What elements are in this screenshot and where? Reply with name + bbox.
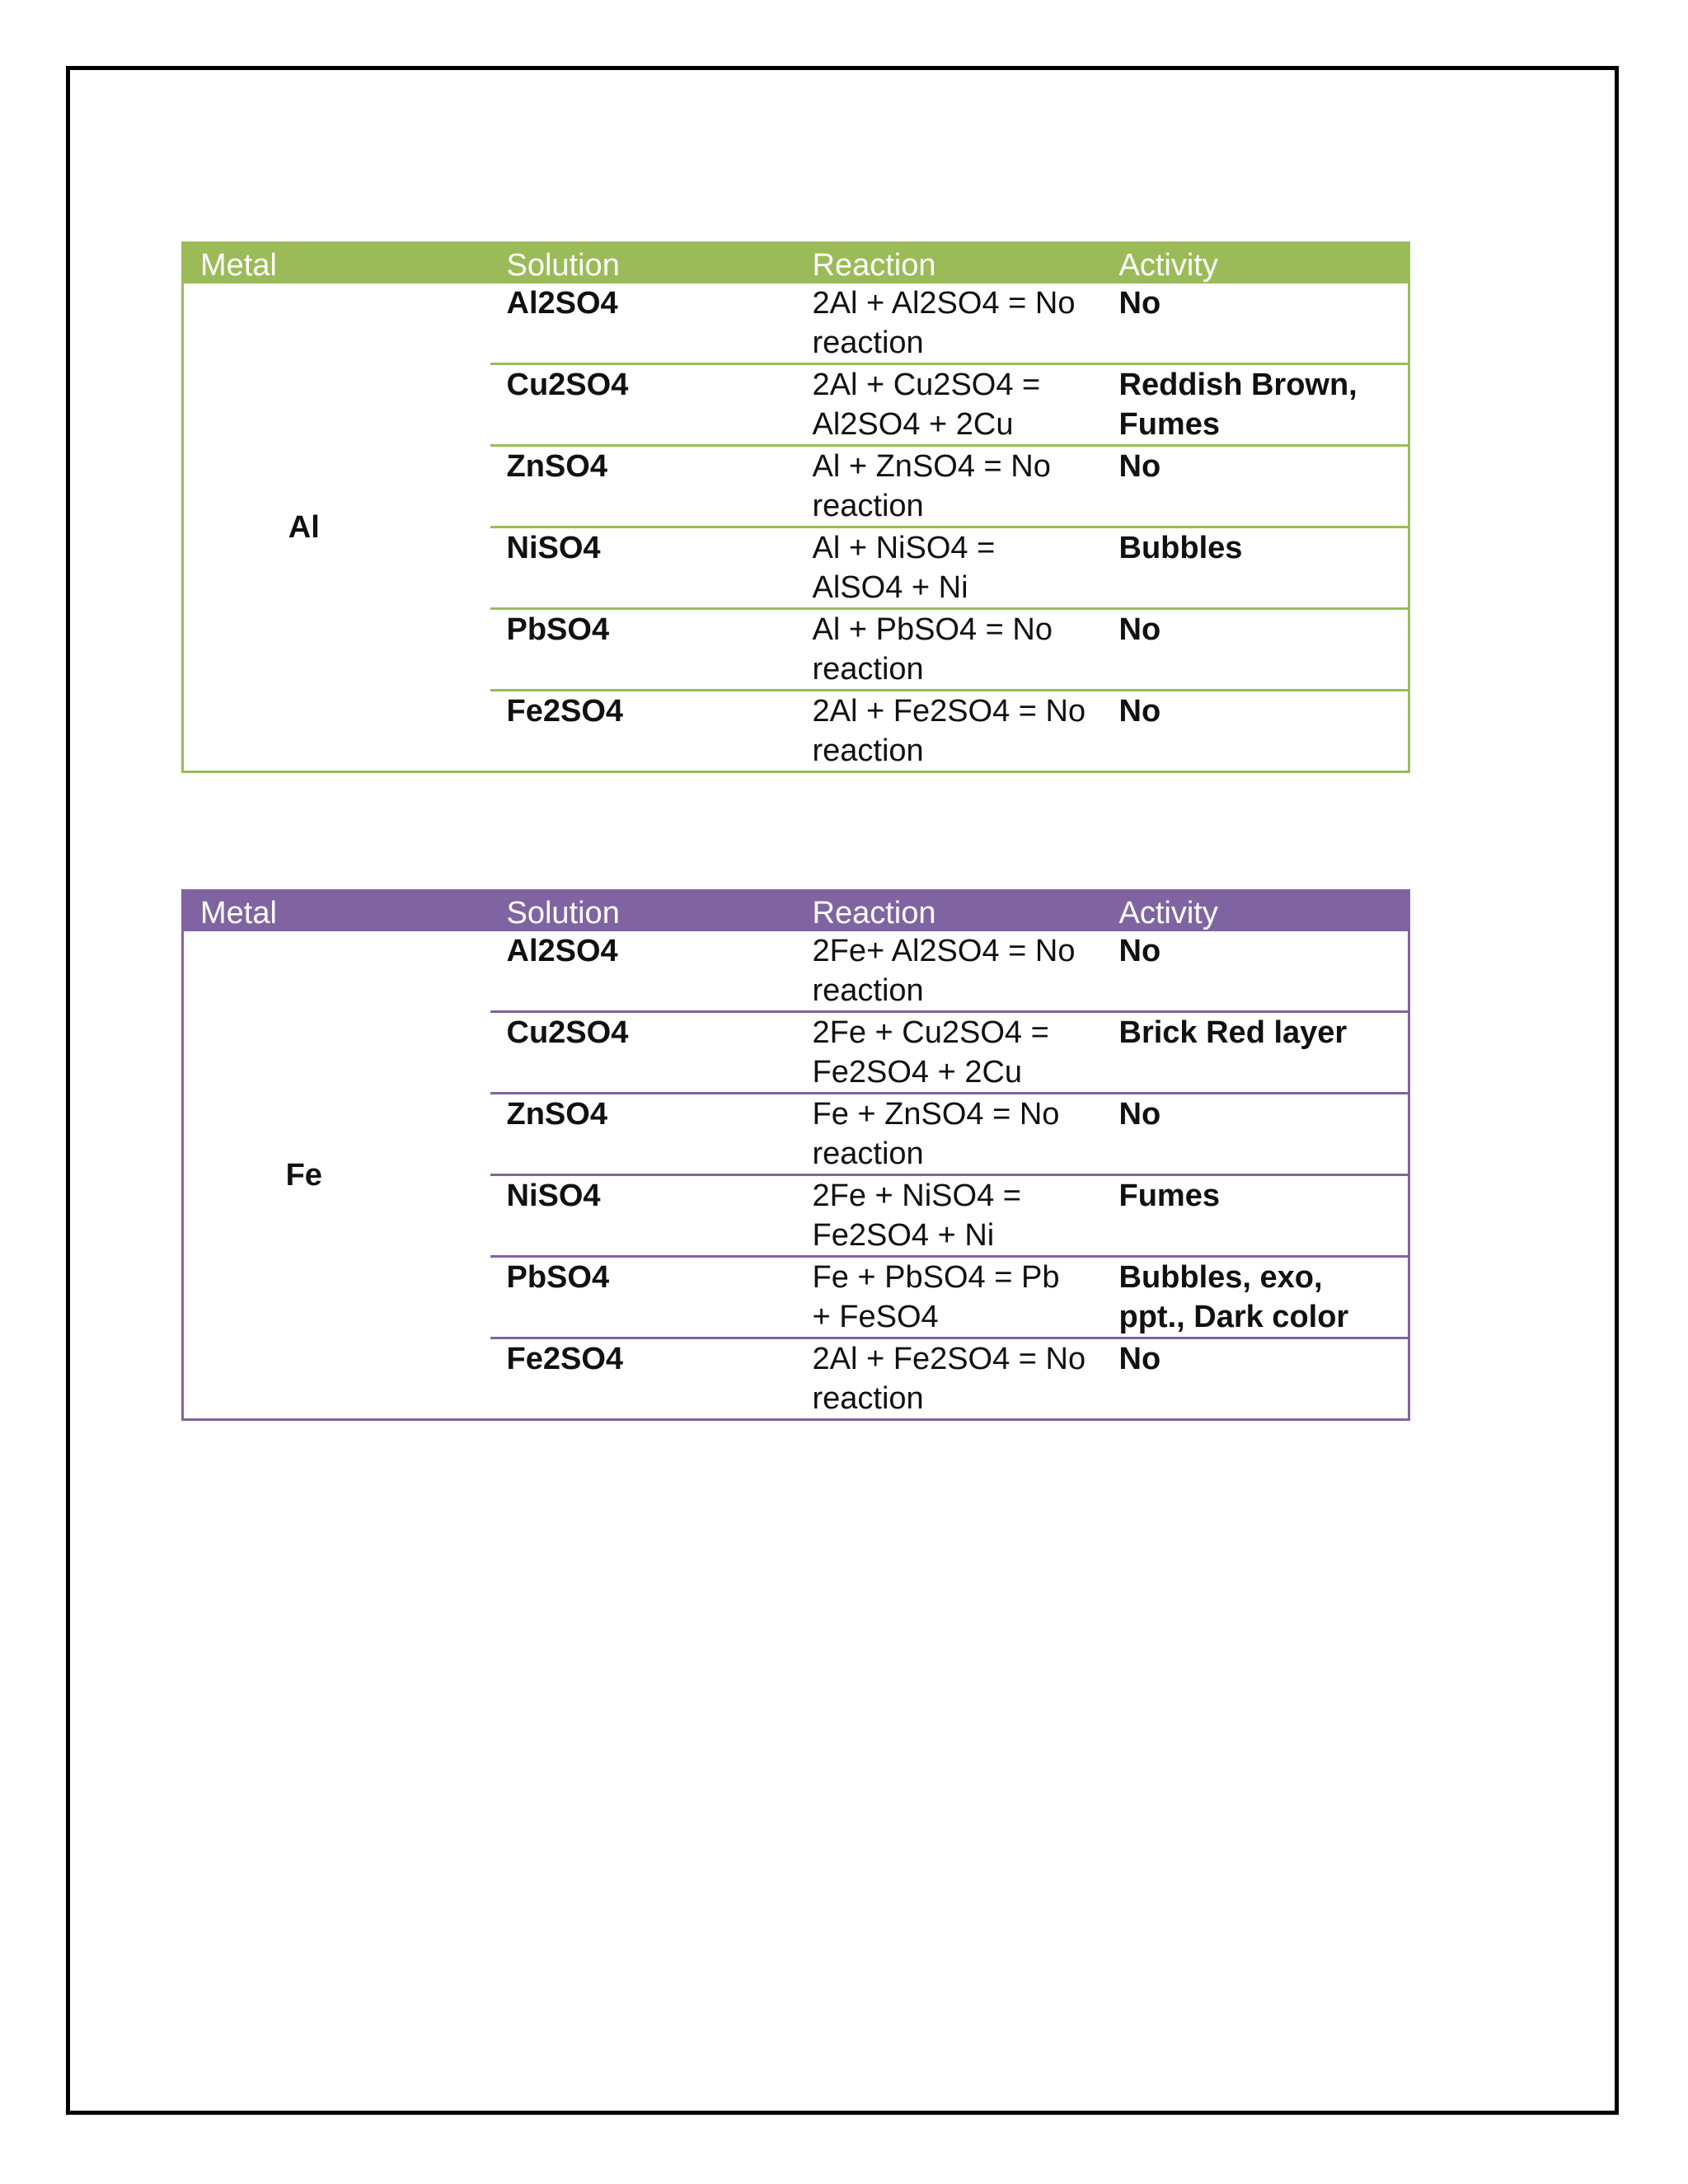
activity-cell: No — [1118, 934, 1161, 968]
solution-cell: Cu2SO4 — [490, 364, 796, 446]
activity-cell: No — [1103, 691, 1409, 772]
metal-cell: Fe — [285, 1157, 322, 1193]
metal-cell: Al — [288, 509, 320, 545]
table-row — [183, 284, 1409, 364]
activity-cell: Bubbles — [1103, 527, 1409, 609]
table-row — [183, 931, 1409, 1012]
activity-cell: Fumes — [1103, 1175, 1409, 1257]
reaction-cell: Al + NiSO4 = AlSO4 + Ni — [796, 527, 1103, 609]
reaction-cell: Fe + PbSO4 = Pb + FeSO4 — [796, 1257, 1103, 1338]
activity-cell: No — [1103, 1094, 1409, 1175]
reaction-cell: Al + PbSO4 = No reaction — [796, 609, 1103, 691]
activity-cell: No — [1118, 286, 1161, 321]
solution-cell: ZnSO4 — [490, 446, 796, 527]
header-reaction: Reaction — [796, 243, 1103, 284]
reaction-cell: 2Fe + NiSO4 = Fe2SO4 + Ni — [796, 1175, 1103, 1257]
activity-cell: No — [1103, 1338, 1409, 1420]
reaction-cell: 2Al + Al2SO4 = No reaction — [812, 286, 1076, 360]
reaction-cell: 2Fe + Cu2SO4 = Fe2SO4 + 2Cu — [796, 1012, 1103, 1094]
solution-cell: Fe2SO4 — [490, 1338, 796, 1420]
reaction-cell: Al + ZnSO4 = No reaction — [796, 446, 1103, 527]
reaction-cell: 2Fe+ Al2SO4 = No reaction — [812, 934, 1076, 1008]
header-activity: Activity — [1103, 891, 1409, 932]
table-header-row — [183, 891, 1409, 932]
reaction-cell: 2Al + Cu2SO4 = Al2SO4 + 2Cu — [796, 364, 1103, 446]
solution-cell: Fe2SO4 — [490, 691, 796, 772]
solution-cell: ZnSO4 — [490, 1094, 796, 1175]
solution-cell: Cu2SO4 — [490, 1012, 796, 1094]
activity-cell: No — [1103, 446, 1409, 527]
table-header-row — [183, 243, 1409, 284]
reaction-cell: Fe + ZnSO4 = No reaction — [796, 1094, 1103, 1175]
reaction-cell: 2Al + Fe2SO4 = No reaction — [796, 1338, 1103, 1420]
aluminium-reactivity-table — [181, 241, 1410, 773]
activity-cell: Bubbles, exo, ppt., Dark color — [1103, 1257, 1409, 1338]
activity-cell: Brick Red layer — [1103, 1012, 1409, 1094]
solution-cell: PbSO4 — [490, 1257, 796, 1338]
solution-cell: NiSO4 — [490, 527, 796, 609]
header-reaction: Reaction — [796, 891, 1103, 932]
header-solution: Solution — [490, 243, 796, 284]
header-metal: Metal — [183, 891, 490, 932]
header-solution: Solution — [490, 891, 796, 932]
solution-cell: Al2SO4 — [506, 934, 618, 968]
header-metal: Metal — [183, 243, 490, 284]
activity-cell: Reddish Brown, Fumes — [1103, 364, 1409, 446]
header-activity: Activity — [1103, 243, 1409, 284]
solution-cell: PbSO4 — [490, 609, 796, 691]
solution-cell: Al2SO4 — [506, 286, 618, 321]
activity-cell: No — [1103, 609, 1409, 691]
reaction-cell: 2Al + Fe2SO4 = No reaction — [796, 691, 1103, 772]
iron-reactivity-table — [181, 889, 1410, 1421]
solution-cell: NiSO4 — [490, 1175, 796, 1257]
